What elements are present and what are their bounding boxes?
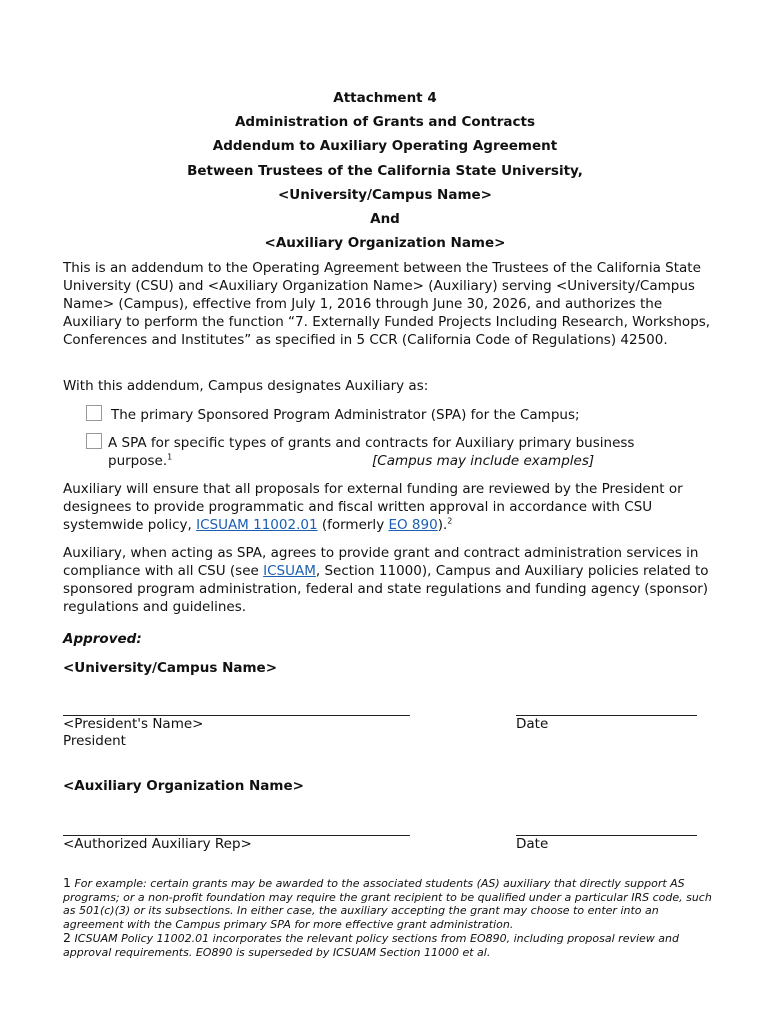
primary-spa-checkbox[interactable] bbox=[86, 405, 102, 421]
intro-paragraph: This is an addendum to the Operating Agreement between the Trustees of the California State University (CSU) and <Auxiliary Organization Name> (Auxiliary) serving <University/Campus Name> (Campus), effective from July 1, 2016 through June 30, 2026, and authorizes the Auxiliary to perform the function “7. Externally Funded Projects Including Research, Workshops, Conferences and Institutes” as specified in 5 CCR (California Code of Regulations) 42500. bbox=[63, 260, 711, 348]
approved-label: Approved: bbox=[63, 631, 142, 647]
footnote-ref-2: 2 bbox=[447, 516, 453, 526]
designates-text: With this addendum, Campus designates Auxiliary as: bbox=[63, 378, 429, 394]
president-date-label: Date bbox=[516, 716, 549, 732]
campus-name-heading: <University/Campus Name> bbox=[277, 187, 492, 203]
attachment-title: Attachment 4 bbox=[333, 90, 437, 106]
footnote-2: 2 ICSUAM Policy 11002.01 incorporates the relevant policy sections from EO890, including proposal review and approval requirements. EO890 is superseded by ICSUAM Section 11000 et al. bbox=[63, 930, 679, 959]
icsuam-link[interactable]: ICSUAM bbox=[263, 563, 316, 579]
addendum-title: Addendum to Auxiliary Operating Agreement bbox=[212, 138, 558, 154]
auxiliary-date-label: Date bbox=[516, 836, 549, 852]
footnote-1: 1 For example: certain grants may be awarded to the associated students (AS) auxiliary that directly support AS programs; or a non-profit foundation may require the grant recipient to be qualified under a particular IRS code, such as 501(c)(3) or its subsections. In either case, the auxiliary accepting the grant may choose to enter into an agreement with the Campus primary SPA for more effective grant administration. bbox=[63, 875, 712, 931]
specific-spa-label-line1: A SPA for specific types of grants and contracts for Auxiliary primary business bbox=[108, 435, 635, 451]
specific-spa-label-line2: purpose.$^1$ bbox=[108, 452, 173, 469]
specific-spa-checkbox[interactable] bbox=[86, 433, 102, 449]
footnote-ref-1: 1 bbox=[167, 452, 173, 462]
auxiliary-rep-label: <Authorized Auxiliary Rep> bbox=[63, 836, 252, 852]
proposals-paragraph: Auxiliary will ensure that all proposals for external funding are reviewed by the President or designees to provide programmatic and fiscal written approval in accordance with CSU systemwide policy, ICSUAM 11002.01 (formerly EO 890).$^2$ bbox=[63, 481, 683, 533]
eo-890-link[interactable]: EO 890 bbox=[388, 517, 438, 533]
primary-spa-label: The primary Sponsored Program Administrator (SPA) for the Campus; bbox=[111, 407, 580, 423]
campus-name-signature-heading: <University/Campus Name> bbox=[63, 660, 278, 676]
auxiliary-name-heading: <Auxiliary Organization Name> bbox=[264, 235, 506, 251]
and-heading: And bbox=[370, 211, 400, 227]
document-title: Administration of Grants and Contracts bbox=[234, 114, 536, 130]
icsuam-11002-link[interactable]: ICSUAM 11002.01 bbox=[196, 517, 318, 533]
parties-line: Between Trustees of the California State University, bbox=[187, 163, 583, 179]
spa-paragraph: Auxiliary, when acting as SPA, agrees to provide grant and contract administration services in compliance with all CSU (see ICSUAM, Section 11000), Campus and Auxiliary policies related to sponsored program administration, federal and state regulations and funding agency (sponsor) regulations and guidelines. bbox=[63, 545, 709, 615]
campus-examples-placeholder: [Campus may include examples] bbox=[372, 453, 595, 469]
president-title-label: President bbox=[63, 733, 126, 749]
president-name-label: <President's Name> bbox=[63, 716, 204, 732]
auxiliary-name-signature-heading: <Auxiliary Organization Name> bbox=[63, 778, 304, 794]
